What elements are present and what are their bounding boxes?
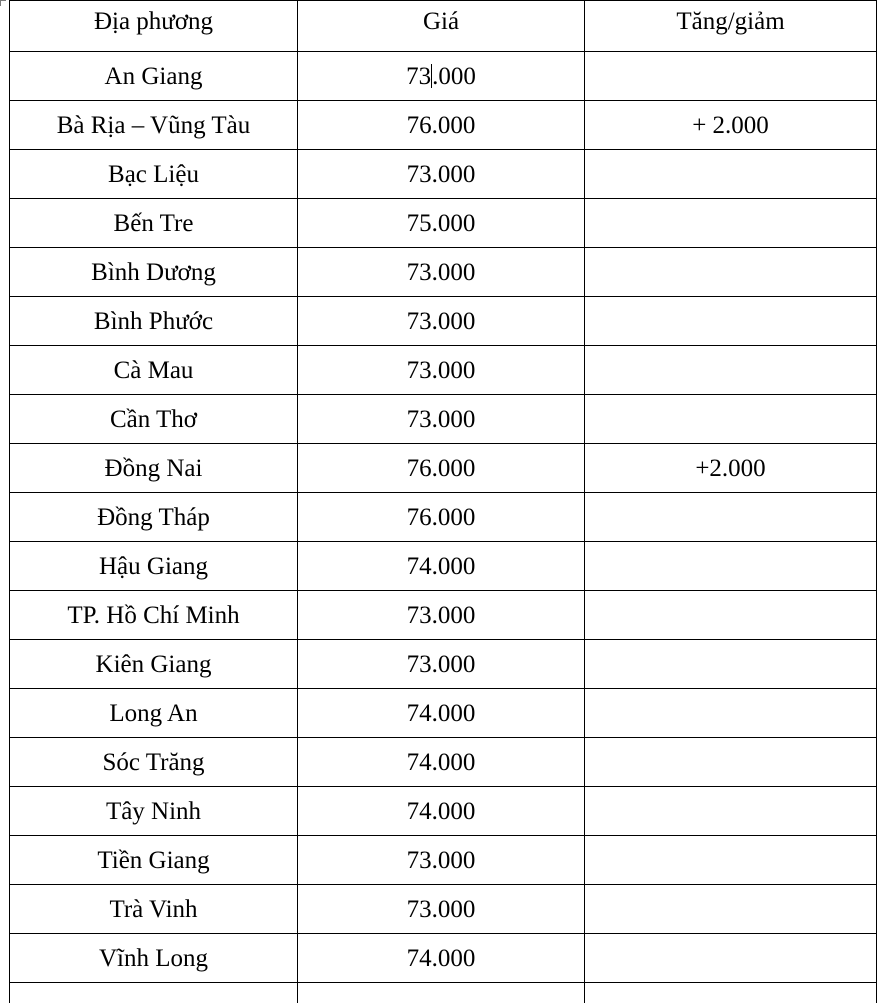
price-cell[interactable]: 73.000 bbox=[298, 297, 585, 346]
price-cell[interactable]: 74.000 bbox=[298, 689, 585, 738]
table-row bbox=[10, 101, 877, 150]
region-cell[interactable]: Kiên Giang bbox=[10, 640, 298, 689]
change-cell[interactable] bbox=[585, 640, 877, 689]
change-cell[interactable]: +2.000 bbox=[585, 444, 877, 493]
change-cell[interactable] bbox=[585, 885, 877, 934]
table-row bbox=[10, 934, 877, 983]
region-cell-empty[interactable] bbox=[10, 983, 298, 1004]
table-row bbox=[10, 787, 877, 836]
table-row bbox=[10, 248, 877, 297]
price-cell[interactable]: 75.000 bbox=[298, 199, 585, 248]
table-row bbox=[10, 640, 877, 689]
price-cell[interactable]: 73.000 bbox=[298, 885, 585, 934]
region-cell[interactable]: Hậu Giang bbox=[10, 542, 298, 591]
table-row bbox=[10, 689, 877, 738]
change-cell[interactable] bbox=[585, 836, 877, 885]
price-cell[interactable]: 74.000 bbox=[298, 787, 585, 836]
price-text-after-cursor: .000 bbox=[432, 62, 476, 90]
price-cell[interactable]: 73.000 bbox=[298, 640, 585, 689]
price-cell[interactable]: 73.000 bbox=[298, 836, 585, 885]
price-cell[interactable]: 76.000 bbox=[298, 493, 585, 542]
change-cell[interactable] bbox=[585, 248, 877, 297]
price-text-before-cursor: 73 bbox=[406, 62, 432, 90]
change-cell[interactable] bbox=[585, 199, 877, 248]
price-cell-empty[interactable] bbox=[298, 983, 585, 1004]
change-cell[interactable] bbox=[585, 493, 877, 542]
region-cell[interactable]: Vĩnh Long bbox=[10, 934, 298, 983]
price-cell[interactable]: 74.000 bbox=[298, 738, 585, 787]
change-cell[interactable] bbox=[585, 297, 877, 346]
change-cell[interactable] bbox=[585, 346, 877, 395]
region-cell[interactable]: Cần Thơ bbox=[10, 395, 298, 444]
price-cell[interactable]: 73.000 bbox=[298, 248, 585, 297]
change-cell[interactable] bbox=[585, 689, 877, 738]
region-cell[interactable]: Bình Phước bbox=[10, 297, 298, 346]
table-row bbox=[10, 395, 877, 444]
change-cell[interactable] bbox=[585, 934, 877, 983]
region-cell[interactable]: Cà Mau bbox=[10, 346, 298, 395]
table-row bbox=[10, 150, 877, 199]
region-cell[interactable]: Sóc Trăng bbox=[10, 738, 298, 787]
price-cell[interactable]: 73.000 bbox=[298, 591, 585, 640]
table-row bbox=[10, 346, 877, 395]
table-row bbox=[10, 836, 877, 885]
price-cell[interactable]: 74.000 bbox=[298, 542, 585, 591]
price-cell[interactable]: 73.000 bbox=[298, 395, 585, 444]
change-cell[interactable] bbox=[585, 787, 877, 836]
table-row-partial bbox=[10, 983, 877, 1004]
region-cell[interactable]: Bạc Liệu bbox=[10, 150, 298, 199]
table-row bbox=[10, 444, 877, 493]
page-corner-mark bbox=[0, 0, 6, 6]
change-cell[interactable] bbox=[585, 52, 877, 101]
header-change: Tăng/giảm bbox=[585, 1, 877, 52]
region-cell[interactable]: Bến Tre bbox=[10, 199, 298, 248]
table-row bbox=[10, 52, 877, 101]
price-cell[interactable]: 76.000 bbox=[298, 101, 585, 150]
region-cell[interactable]: An Giang bbox=[10, 52, 298, 101]
price-cell[interactable] bbox=[298, 52, 585, 101]
header-price: Giá bbox=[298, 1, 585, 52]
change-cell[interactable] bbox=[585, 591, 877, 640]
price-cell[interactable]: 74.000 bbox=[298, 934, 585, 983]
change-cell[interactable] bbox=[585, 395, 877, 444]
table-row bbox=[10, 297, 877, 346]
table-row bbox=[10, 199, 877, 248]
change-cell[interactable] bbox=[585, 150, 877, 199]
change-cell[interactable] bbox=[585, 738, 877, 787]
region-cell[interactable]: Tây Ninh bbox=[10, 787, 298, 836]
region-cell[interactable]: Trà Vinh bbox=[10, 885, 298, 934]
region-cell[interactable]: Bà Rịa – Vũng Tàu bbox=[10, 101, 298, 150]
table-row bbox=[10, 542, 877, 591]
region-cell[interactable]: Tiền Giang bbox=[10, 836, 298, 885]
table-row bbox=[10, 738, 877, 787]
region-cell[interactable]: Bình Dương bbox=[10, 248, 298, 297]
region-cell[interactable]: Long An bbox=[10, 689, 298, 738]
price-cell[interactable]: 73.000 bbox=[298, 150, 585, 199]
region-cell[interactable]: TP. Hồ Chí Minh bbox=[10, 591, 298, 640]
table-row bbox=[10, 591, 877, 640]
header-region: Địa phương bbox=[10, 1, 298, 52]
change-cell[interactable] bbox=[585, 542, 877, 591]
price-cell[interactable]: 73.000 bbox=[298, 346, 585, 395]
change-cell[interactable]: + 2.000 bbox=[585, 101, 877, 150]
change-cell-empty[interactable] bbox=[585, 983, 877, 1004]
price-cell[interactable]: 76.000 bbox=[298, 444, 585, 493]
table-row bbox=[10, 493, 877, 542]
table-header-row bbox=[10, 1, 877, 52]
price-table bbox=[9, 0, 877, 1003]
table-row bbox=[10, 885, 877, 934]
region-cell[interactable]: Đồng Tháp bbox=[10, 493, 298, 542]
region-cell[interactable]: Đồng Nai bbox=[10, 444, 298, 493]
